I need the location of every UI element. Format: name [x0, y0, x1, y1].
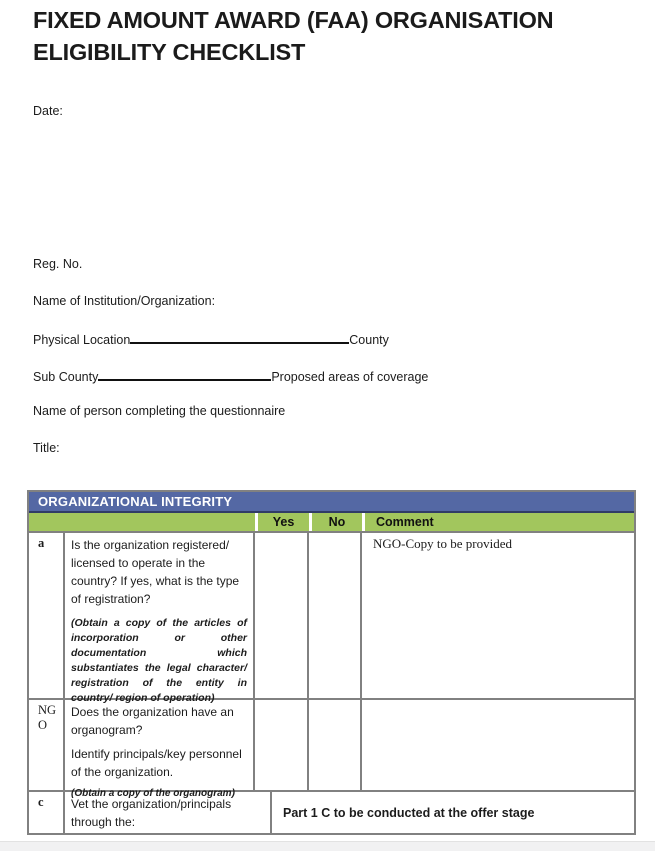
- date-label: Date:: [33, 104, 63, 118]
- row-ngo-yes-cell: [255, 700, 309, 790]
- table-section-header: [29, 492, 634, 513]
- table-column-header-row: [29, 513, 634, 533]
- field-sub-county: [33, 367, 428, 385]
- field-physical-location: [33, 330, 389, 348]
- row-ngo-label: NGO: [29, 700, 65, 790]
- organizational-integrity-table: [27, 490, 636, 835]
- row-a-note: (Obtain a copy of the articles of incorporation or other documentation which substantiates the legal character/ registration of the entity in country/ region of operation): [71, 617, 247, 704]
- section-header-label: ORGANIZATIONAL INTEGRITY: [38, 494, 233, 509]
- row-ngo-note: (Obtain a copy of the organogram): [71, 788, 235, 799]
- table-row-c: [29, 792, 634, 833]
- row-c-label: c: [29, 792, 65, 833]
- field-title: [33, 441, 60, 456]
- physical-location-blank-line: [130, 330, 349, 344]
- row-c-question: Vet the organization/principals through the:: [71, 797, 232, 829]
- row-c-merged-note-cell: [272, 792, 634, 833]
- coverage-label: Proposed areas of coverage: [271, 370, 429, 384]
- field-reg-no: [33, 257, 82, 272]
- field-date: [33, 104, 63, 119]
- county-label: County: [349, 333, 389, 347]
- field-institution-name: [33, 294, 215, 309]
- reg-no-label: Reg. No.: [33, 257, 83, 271]
- row-ngo-question-cell: [65, 700, 255, 799]
- title-label: Title:: [33, 441, 60, 455]
- row-ngo-comment-cell: [362, 700, 634, 790]
- institution-label: Name of Institution/Organization:: [33, 294, 216, 308]
- column-header-comment: Comment: [362, 513, 634, 531]
- sub-county-label: Sub County: [33, 370, 99, 384]
- table-row-ngo: [29, 700, 634, 799]
- person-label: Name of person completing the questionnaire: [33, 404, 286, 418]
- column-header-blank: [29, 513, 255, 531]
- column-header-no: No: [309, 513, 362, 531]
- table-row-a: [29, 533, 634, 704]
- page-title: FIXED AMOUNT AWARD (FAA) ORGANISATION ELIGIBILITY CHECKLIST: [33, 7, 554, 65]
- row-a-comment-cell: NGO-Copy to be provided: [373, 536, 513, 551]
- row-c-question-cell: [65, 792, 272, 833]
- row-a-no-cell: [309, 533, 362, 698]
- row-ngo-question-1: Does the organization have an organogram?: [71, 705, 234, 737]
- row-c-merged-note: Part 1 C to be conducted at the offer stage: [283, 805, 535, 820]
- sub-county-blank-line: [98, 367, 271, 381]
- field-person-completing: [33, 404, 285, 419]
- row-a-yes-cell: [255, 533, 309, 698]
- page-bottom-edge: [0, 841, 655, 851]
- row-a-question: Is the organization registered/ licensed to operate in the country? If yes, what is the type of registration?: [71, 538, 240, 606]
- row-a-label: a: [29, 533, 65, 698]
- row-a-question-cell: [65, 533, 255, 704]
- column-header-yes: Yes: [255, 513, 309, 531]
- row-ngo-no-cell: [309, 700, 362, 790]
- physical-location-label: Physical Location: [33, 333, 131, 347]
- row-ngo-question-2: Identify principals/key personnel of the organization.: [71, 747, 242, 779]
